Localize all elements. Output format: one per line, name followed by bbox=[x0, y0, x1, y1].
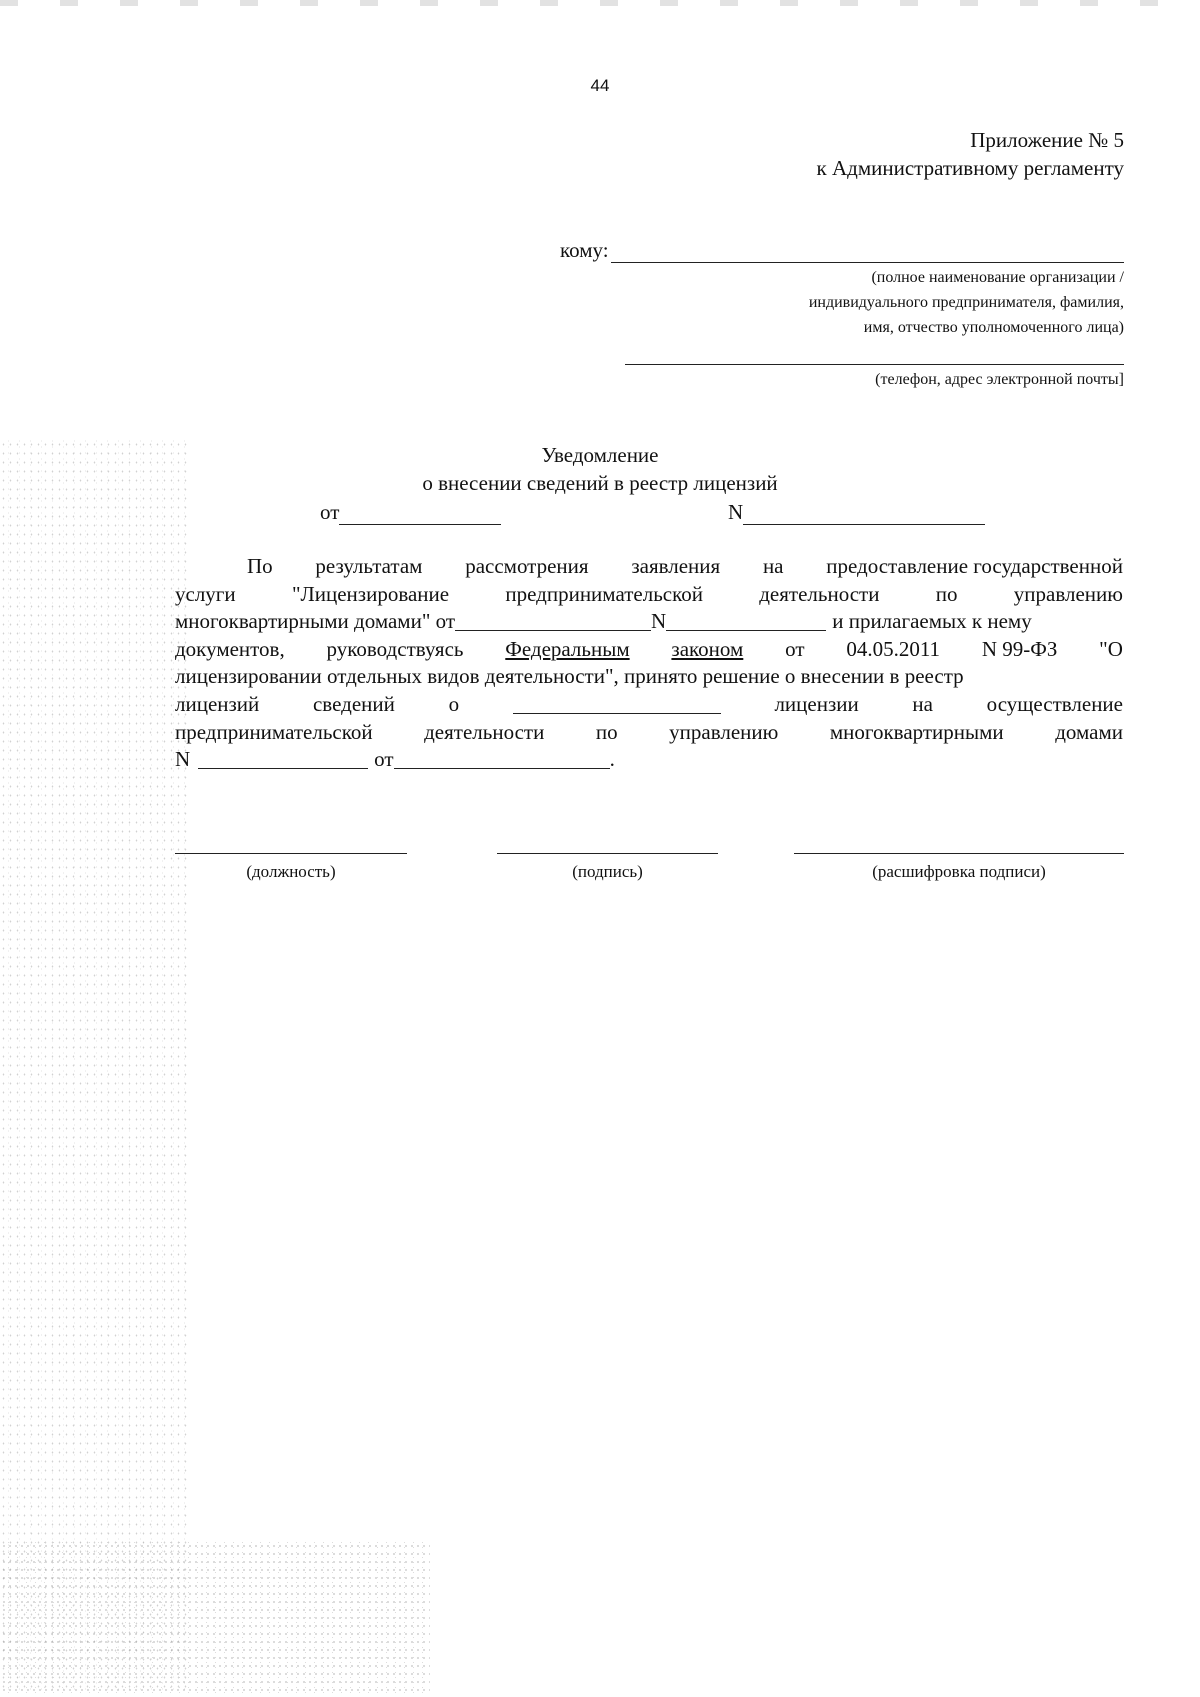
body-text-span: руководствуясь bbox=[326, 636, 464, 661]
notice-number-row bbox=[728, 500, 985, 525]
body-text-span: По bbox=[247, 554, 273, 578]
body-text-span: заявления bbox=[631, 554, 721, 578]
license-number-field[interactable] bbox=[198, 746, 368, 769]
body-text-span: управлению bbox=[1013, 581, 1123, 606]
body-text-span: результатам bbox=[315, 554, 423, 578]
position-signature-block bbox=[175, 853, 407, 893]
body-line-8 bbox=[175, 746, 1123, 774]
body-text-span: многоквартирными bbox=[829, 719, 1004, 744]
body-text-span: предпринимательской bbox=[175, 719, 373, 744]
body-line-5 bbox=[175, 663, 1123, 691]
body-text-span: на bbox=[762, 554, 784, 578]
body-text-span: лицензировании отдельных видов деятельности", принято решение о внесении в реестр bbox=[175, 664, 964, 689]
recipient-caption bbox=[560, 265, 1124, 340]
position-caption: (должность) bbox=[246, 862, 336, 881]
notice-date-row bbox=[320, 500, 501, 525]
body-text-span: предпринимательской bbox=[505, 581, 703, 606]
page-number: 44 bbox=[590, 76, 610, 95]
signature-field[interactable] bbox=[497, 853, 718, 854]
body-line-1 bbox=[175, 553, 1123, 581]
body-text-span: сведений bbox=[312, 691, 395, 716]
decoding-caption: (расшифровка подписи) bbox=[872, 862, 1046, 881]
application-number-field[interactable] bbox=[666, 608, 826, 631]
contact-field[interactable] bbox=[625, 346, 1124, 365]
recipient-block bbox=[560, 238, 1124, 392]
notice-date-label: от bbox=[320, 500, 340, 524]
notice-number-field[interactable] bbox=[743, 502, 985, 525]
federal-law-link[interactable]: Федеральным bbox=[505, 636, 630, 661]
body-text-span: осуществление bbox=[986, 691, 1123, 716]
body-text-span: рассмотрения bbox=[465, 554, 589, 578]
body-text-span: . bbox=[609, 747, 615, 772]
body-line-7 bbox=[175, 719, 1123, 747]
scan-noise-bottom bbox=[0, 1540, 430, 1697]
signature-block bbox=[497, 853, 718, 893]
appendix-header bbox=[817, 126, 1124, 182]
recipient-caption-line-1: (полное наименование организации / bbox=[871, 269, 1124, 286]
body-text-span: по bbox=[595, 719, 618, 744]
recipient-label: кому: bbox=[560, 238, 609, 262]
notice-number-label: N bbox=[728, 500, 744, 524]
body-text-span: многоквартирными домами" от bbox=[175, 609, 456, 634]
appendix-line-1: Приложение № 5 bbox=[970, 128, 1124, 152]
license-info-field[interactable] bbox=[513, 691, 721, 714]
signature-caption: (подпись) bbox=[572, 862, 643, 881]
body-text-span: управлению bbox=[669, 719, 779, 744]
body-text-span: лицензии bbox=[774, 691, 859, 716]
scan-noise-top bbox=[0, 0, 1200, 6]
body-text-span: лицензий bbox=[175, 691, 260, 716]
recipient-field[interactable] bbox=[611, 240, 1124, 263]
recipient-caption-line-2: индивидуального предпринимателя, фамилия, bbox=[808, 294, 1124, 311]
federal-law-link[interactable]: законом bbox=[671, 636, 744, 661]
body-text-span: 04.05.2011 bbox=[846, 636, 941, 661]
decoding-signature-block bbox=[794, 853, 1124, 893]
body-text-span: и прилагаемых к нему bbox=[832, 609, 1032, 634]
body-text-span: N 99-ФЗ bbox=[981, 636, 1058, 661]
body-text-span: по bbox=[935, 581, 958, 606]
body-text-span: N bbox=[651, 609, 667, 634]
notice-date-field[interactable] bbox=[339, 502, 501, 525]
body-text-span: предоставление государственной bbox=[826, 554, 1123, 578]
body-text-span: о bbox=[448, 691, 460, 716]
body-text-span: от bbox=[374, 747, 394, 772]
body-text-span: на bbox=[912, 691, 933, 716]
notice-title-line-2: о внесении сведений в реестр лицензий bbox=[422, 471, 778, 495]
position-field[interactable] bbox=[175, 853, 407, 854]
recipient-caption-line-3: имя, отчество уполномоченного лица) bbox=[863, 319, 1124, 336]
body-text-span: от bbox=[785, 636, 805, 661]
appendix-line-2: к Административному регламенту bbox=[816, 156, 1124, 180]
body-line-6 bbox=[175, 691, 1123, 719]
body-text-span: "Лицензирование bbox=[291, 581, 450, 606]
body-text-span: N bbox=[175, 747, 191, 772]
notice-body bbox=[175, 553, 1123, 774]
contact-caption: (телефон, адрес электронной почты] bbox=[875, 371, 1124, 388]
body-text-span: услуги bbox=[175, 581, 236, 606]
application-date-field[interactable] bbox=[455, 608, 651, 631]
body-line-2 bbox=[175, 581, 1123, 609]
body-text-span: "О bbox=[1099, 636, 1123, 661]
notice-title bbox=[0, 441, 1200, 497]
body-text-span: деятельности bbox=[424, 719, 545, 744]
notice-title-line-1: Уведомление bbox=[541, 443, 659, 467]
body-text-span: документов, bbox=[175, 636, 285, 661]
scan-noise-left bbox=[0, 440, 190, 1690]
license-date-field[interactable] bbox=[394, 746, 610, 769]
body-line-3 bbox=[175, 608, 1123, 636]
recipient-row bbox=[560, 238, 1124, 263]
decoding-field[interactable] bbox=[794, 853, 1124, 854]
body-text-span: деятельности bbox=[759, 581, 880, 606]
body-text-span: домами bbox=[1055, 719, 1123, 744]
body-line-4 bbox=[175, 636, 1123, 664]
